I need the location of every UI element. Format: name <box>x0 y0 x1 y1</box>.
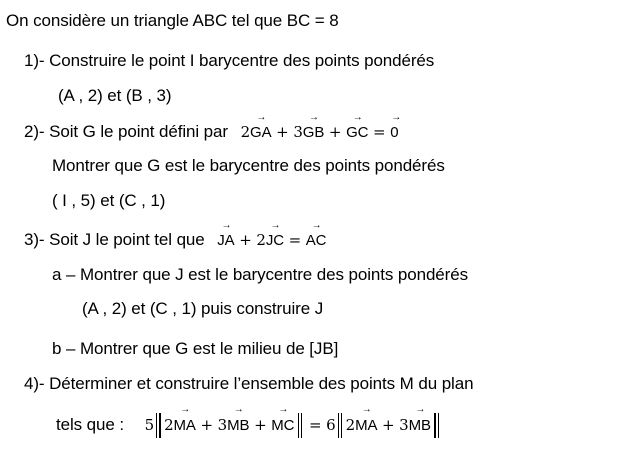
vector-label: 0 <box>390 124 399 141</box>
vector-arrow-icon: → <box>278 404 289 415</box>
vector-label: MA <box>173 417 196 434</box>
vector-arrow-icon: → <box>256 112 267 123</box>
intro-line <box>6 10 339 32</box>
q3-line1 <box>24 220 327 252</box>
q2-number: 2)- <box>24 122 45 141</box>
vector-arrow-icon: → <box>270 220 281 231</box>
q3b-line <box>52 338 338 360</box>
vector-MC <box>271 404 295 438</box>
q2-coef-1: 2 <box>240 123 251 141</box>
q4-coef: 2 <box>164 416 174 434</box>
q3a-line2 <box>82 298 323 320</box>
q4-text: Déterminer et construire l’ensemble des points M du plan <box>49 374 474 393</box>
q1-line1 <box>24 50 434 72</box>
q2-op-2: + <box>324 123 347 141</box>
vector-GB <box>302 112 325 144</box>
vector-arrow-icon: → <box>180 404 191 415</box>
vector-GA <box>250 112 272 144</box>
vector-MB <box>408 404 431 438</box>
q2-weights: ( I , 5) et (C , 1) <box>52 191 166 210</box>
vector-label: MB <box>227 417 250 434</box>
q3a-text-2: (A , 2) et (C , 1) puis construire J <box>82 299 324 318</box>
q2-text: Montrer que G est le barycentre des points pondérés <box>52 156 445 175</box>
vector-MA <box>355 404 378 438</box>
q4-line1 <box>24 373 473 395</box>
vector-arrow-icon: → <box>311 220 322 231</box>
q3b-text: Montrer que G est le milieu de [JB] <box>79 339 339 358</box>
q4-coef: 2 <box>345 416 356 434</box>
vector-arrow-icon: → <box>221 220 232 231</box>
q4-number: 4)- <box>24 374 45 393</box>
q2-line3 <box>52 190 165 212</box>
vector-GC <box>346 112 369 144</box>
q3a-line1 <box>52 264 468 286</box>
q3-formula <box>217 220 327 249</box>
vector-MB <box>227 404 250 438</box>
q4-op: + <box>249 416 272 434</box>
q3a-label: a – <box>52 265 76 284</box>
vector-zero <box>390 112 402 144</box>
q3-op-1: + 2 <box>234 231 266 249</box>
vector-label: JA <box>217 232 235 249</box>
q4-lead: tels que : <box>56 415 124 434</box>
q3-number: 3)- <box>24 230 45 249</box>
vector-arrow-icon: → <box>361 404 372 415</box>
q4-op: + 3 <box>195 416 228 434</box>
q1-weights: (A , 2) et (B , 3) <box>58 86 172 105</box>
vector-label: JC <box>265 232 284 249</box>
q4-op: + 3 <box>377 416 409 434</box>
norm-left <box>156 404 302 438</box>
vector-AC <box>305 220 327 252</box>
q4-equals-6: = 6 <box>304 416 336 434</box>
vector-arrow-icon: → <box>352 112 363 123</box>
q2-line2 <box>52 155 445 177</box>
q4-coef-5: 5 <box>144 416 155 434</box>
q1-text: Construire le point I barycentre des points pondérés <box>49 51 435 70</box>
q2-formula <box>240 112 402 141</box>
vector-JC <box>265 220 284 252</box>
vector-label: GC <box>346 124 369 141</box>
q1-line2 <box>58 85 171 107</box>
vector-JA <box>217 220 235 252</box>
q2-op-1: + 3 <box>271 123 303 141</box>
q3-lead: Soit J le point tel que <box>49 230 205 249</box>
q2-op-3: = <box>368 123 391 141</box>
vector-label: MA <box>355 417 378 434</box>
q3b-label: b – <box>52 339 76 358</box>
q1-number: 1)- <box>24 51 45 70</box>
q2-lead: Soit G le point défini par <box>49 122 228 141</box>
q2-line1 <box>24 112 402 144</box>
intro-text: On considère un triangle ABC tel que BC = 8 <box>6 11 339 30</box>
vector-arrow-icon: → <box>415 404 426 415</box>
q3-op-2: = <box>283 231 306 249</box>
q4-line2 <box>56 404 441 438</box>
vector-arrow-icon: → <box>233 404 244 415</box>
q3a-text: Montrer que J est le barycentre des points pondérés <box>79 265 468 284</box>
vector-label: AC <box>305 232 327 249</box>
vector-label: GB <box>302 124 325 141</box>
vector-MA <box>173 404 196 438</box>
vector-label: MC <box>271 417 295 434</box>
vector-arrow-icon: → <box>309 112 319 123</box>
vector-arrow-icon: → <box>391 112 402 123</box>
q4-formula <box>144 404 441 434</box>
vector-label: MB <box>408 417 431 434</box>
vector-label: GA <box>250 124 272 141</box>
norm-right <box>338 404 439 438</box>
